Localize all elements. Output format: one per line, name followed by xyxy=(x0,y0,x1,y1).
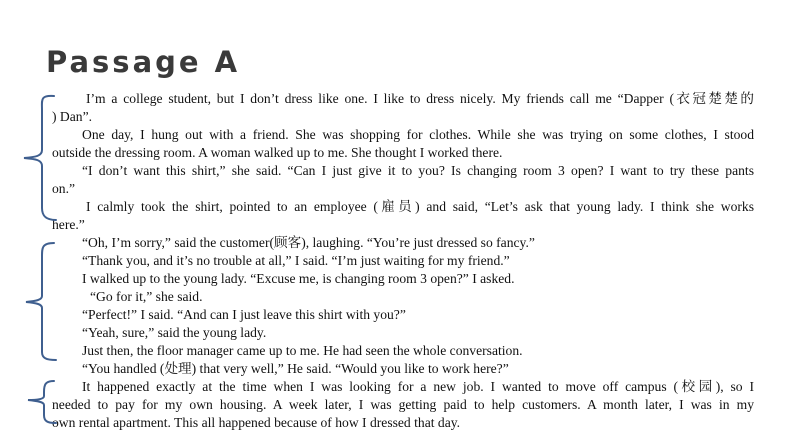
passage-line-17: It happened exactly at the time when I was looking for a new job. I wanted to move off campus (校园), so I xyxy=(82,379,754,394)
brace-section-1 xyxy=(24,96,56,220)
passage-line-6: on.” xyxy=(52,181,76,196)
passage-line-9: “Oh, I’m sorry,” said the customer(顾客), laughing. “You’re just dressed so fancy.” xyxy=(82,235,535,250)
passage-line-10: “Thank you, and it’s no trouble at all,” I said. “I’m just waiting for my friend.” xyxy=(82,253,510,268)
brace-annotations xyxy=(0,0,60,447)
passage-line-4: outside the dressing room. A woman walked up to me. She thought I worked there. xyxy=(52,145,503,160)
passage-line-1: I’m a college student, but I don’t dress like one. I like to dress nicely. My friends call me “Dapper (衣冠楚楚的 xyxy=(86,91,754,106)
passage-line-13: “Perfect!” I said. “And can I just leave this shirt with you?” xyxy=(82,307,406,322)
passage-line-7: I calmly took the shirt, pointed to an employee (雇员) and said, “Let’s ask that young lady. I think she works xyxy=(86,199,754,214)
passage-line-3: One day, I hung out with a friend. She was shopping for clothes. While she was trying on some clothes, I stood xyxy=(82,127,754,142)
passage-line-19: own rental apartment. This all happened because of how I dressed that day. xyxy=(52,415,461,430)
passage-line-11: I walked up to the young lady. “Excuse me, is changing room 3 open?” I asked. xyxy=(82,271,515,286)
passage-line-15: Just then, the floor manager came up to me. He had seen the whole conversation. xyxy=(82,343,523,358)
passage-line-16: “You handled (处理) that very well,” He said. “Would you like to work here?” xyxy=(82,361,509,376)
passage-line-18: needed to pay for my own housing. A week later, I was getting paid to help customers. A month later, I was in my xyxy=(52,397,754,412)
brace-section-2 xyxy=(26,243,56,360)
passage-line-5: “I don’t want this shirt,” she said. “Can I just give it to you? Is changing room 3 open? I want to try these pants xyxy=(82,163,754,178)
brace-section-3 xyxy=(28,381,56,423)
passage-line-14: “Yeah, sure,” said the young lady. xyxy=(82,325,267,340)
passage-title: Passage A xyxy=(46,45,241,79)
passage-line-12: “Go for it,” she said. xyxy=(90,289,203,304)
passage-line-8: here.” xyxy=(52,217,85,232)
passage-line-2: ) Dan”. xyxy=(52,109,93,124)
